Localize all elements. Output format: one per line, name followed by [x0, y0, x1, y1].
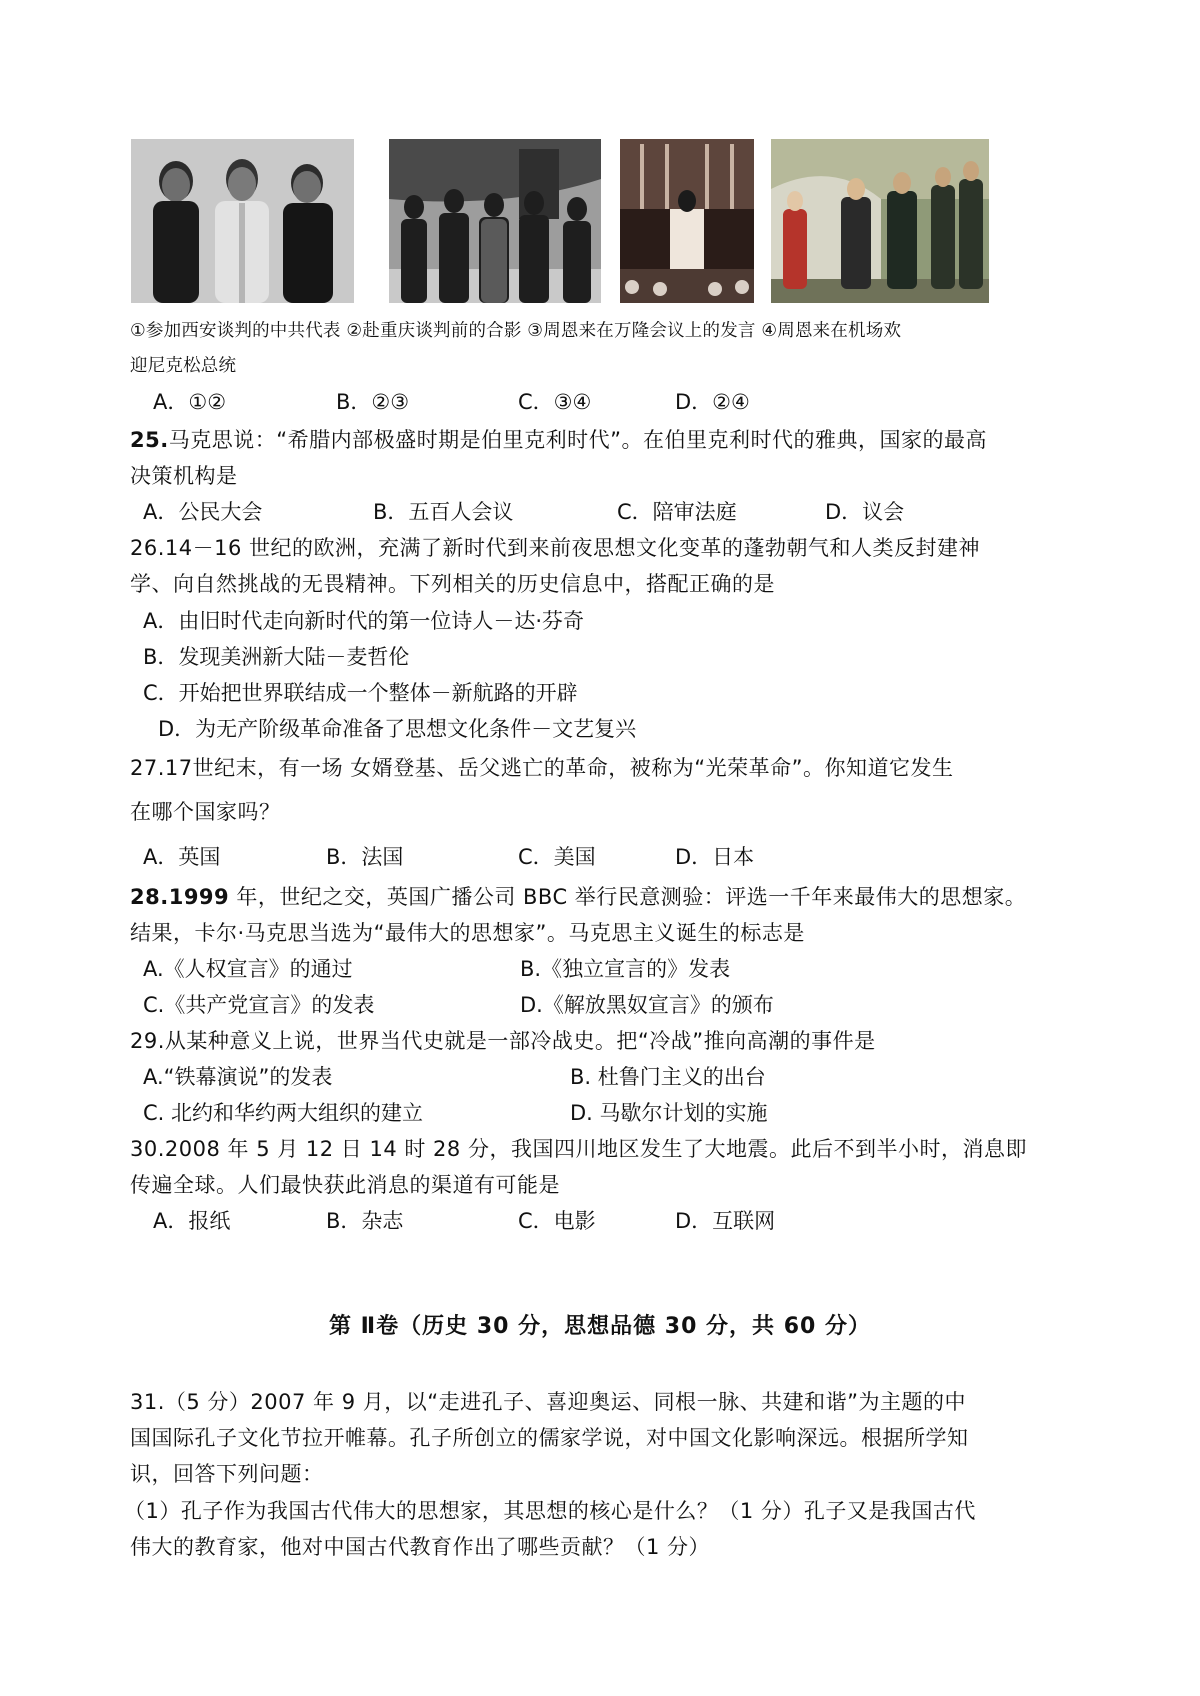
q29-option-a: A.“铁幕演说”的发表 [143, 1065, 333, 1089]
q28-option-a: A.《人权宣言》的通过 [143, 957, 353, 981]
q28-option-d: D.《解放黑奴宣言》的颁布 [520, 993, 774, 1017]
section-2-title: 第 Ⅱ卷（历史 30 分，思想品德 30 分，共 60 分） [329, 1314, 871, 1339]
q25-number: 25. [130, 428, 169, 452]
q24-option-b: B．②③ [336, 390, 410, 414]
q28-line-2: 结果，卡尔·马克思当选为“最伟大的思想家”。马克思主义诞生的标志是 [130, 921, 805, 945]
q26-line-1: 26.14－16 世纪的欧洲，充满了新时代到来前夜思想文化变革的蓬勃朝气和人类反封建神 [130, 536, 981, 560]
q30-option-b: B．杂志 [326, 1209, 404, 1233]
photo-caption-line-1: ①参加西安谈判的中共代表 ②赴重庆谈判前的合影 ③周恩来在万隆会议上的发言 ④周恩来在机场欢 [130, 321, 902, 341]
q26-option-a: A．由旧时代走向新时代的第一位诗人－达·芬奇 [143, 609, 585, 633]
q25-line-2: 决策机构是 [130, 464, 238, 488]
q28-option-c: C.《共产党宣言》的发表 [143, 993, 375, 1017]
q26-option-b: B．发现美洲新大陆－麦哲伦 [143, 645, 410, 669]
q27-option-d: D．日本 [675, 845, 755, 869]
q28-text: 年，世纪之交，英国广播公司 BBC 举行民意测验：评选一千年来最伟大的思想家。 [229, 885, 1027, 909]
photo-bandung-conference [620, 139, 754, 303]
photo-caption-line-2: 迎尼克松总统 [130, 356, 237, 376]
q26-line-2: 学、向自然挑战的无畏精神。下列相关的历史信息中，搭配正确的是 [130, 572, 775, 596]
q25-text: 马克思说：“希腊内部极盛时期是伯里克利时代”。在伯里克利时代的雅典，国家的最高 [168, 428, 987, 452]
q25-line-1 [130, 425, 987, 455]
q31-line-3: 识，回答下列问题： [130, 1462, 324, 1486]
q25-option-c: C．陪审法庭 [617, 500, 737, 524]
q24-option-c: C．③④ [518, 390, 592, 414]
q31-sub1-line-2: 伟大的教育家，他对中国古代教育作出了哪些贡献？（1 分） [130, 1535, 711, 1559]
q25-option-b: B．五百人会议 [373, 500, 514, 524]
q29-line-1: 29.从某种意义上说，世界当代史就是一部冷战史。把“冷战”推向高潮的事件是 [130, 1029, 876, 1053]
q26-option-d: D．为无产阶级革命准备了思想文化条件－文艺复兴 [158, 717, 637, 741]
q28-option-b: B.《独立宣言的》发表 [520, 957, 731, 981]
q30-line-2: 传遍全球。人们最快获此消息的渠道有可能是 [130, 1173, 560, 1197]
q28-line-1 [130, 882, 1026, 912]
q27-line-1: 27.17世纪末，有一场 女婿登基、岳父逃亡的革命，被称为“光荣革命”。你知道它发生 [130, 756, 954, 780]
q24-option-a: A．①② [153, 390, 227, 414]
q29-option-d: D. 马歇尔计划的实施 [570, 1101, 768, 1125]
q31-line-1: 31.（5 分）2007 年 9 月，以“走进孔子、喜迎奥运、同根一脉、共建和谐”为主题的中 [130, 1390, 967, 1414]
q25-option-d: D．议会 [825, 500, 905, 524]
q30-option-c: C．电影 [518, 1209, 596, 1233]
q29-option-c: C. 北约和华约两大组织的建立 [143, 1101, 424, 1125]
q31-line-2: 国国际孔子文化节拉开帷幕。孔子所创立的儒家学说，对中国文化影响深远。根据所学知 [130, 1426, 969, 1450]
q30-option-d: D．互联网 [675, 1209, 776, 1233]
q31-sub1-line-1: （1）孔子作为我国古代伟大的思想家，其思想的核心是什么？（1 分）孔子又是我国古代 [124, 1499, 976, 1523]
q27-option-b: B．法国 [326, 845, 404, 869]
photo-nixon-visit [771, 139, 989, 303]
photo-chongqing-negotiation [389, 139, 601, 303]
q28-number: 28.1999 [130, 885, 230, 909]
q29-option-b: B. 杜鲁门主义的出台 [570, 1065, 766, 1089]
q26-option-c: C．开始把世界联结成一个整体－新航路的开辟 [143, 681, 578, 705]
q30-line-1: 30.2008 年 5 月 12 日 14 时 28 分，我国四川地区发生了大地震。此后不到半小时，消息即 [130, 1137, 1027, 1161]
q27-option-a: A．英国 [143, 845, 221, 869]
q27-line-2: 在哪个国家吗？ [130, 800, 281, 824]
q27-option-c: C．美国 [518, 845, 596, 869]
q24-option-d: D．②④ [675, 390, 750, 414]
q30-option-a: A．报纸 [153, 1209, 231, 1233]
q25-option-a: A．公民大会 [143, 500, 263, 524]
photo-xian-negotiation [131, 139, 354, 303]
